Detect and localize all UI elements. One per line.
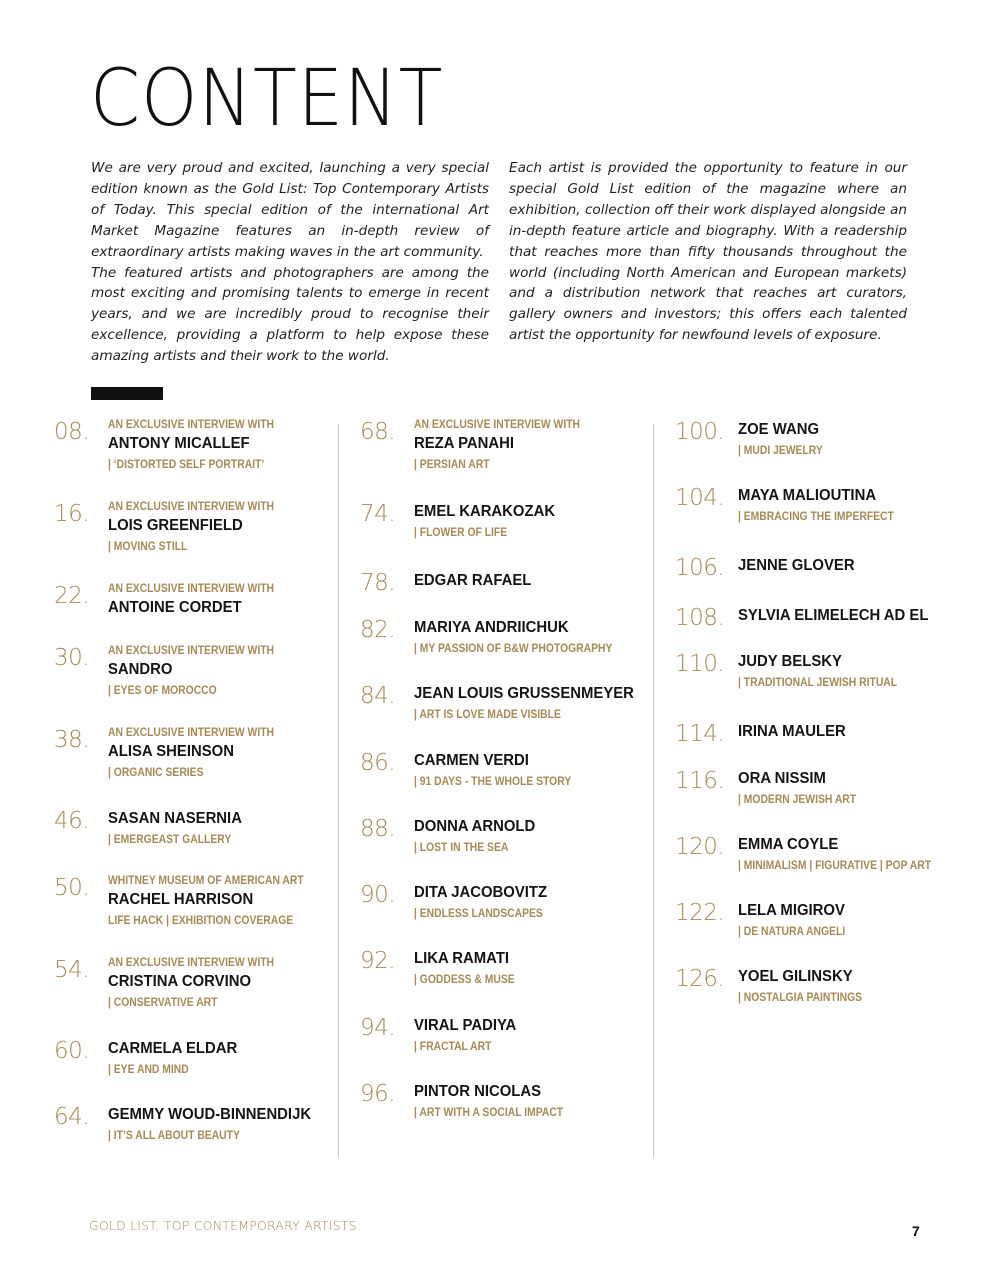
toc-kicker-label: AN EXCLUSIVE INTERVIEW WITH — [108, 583, 275, 595]
toc-page-number: 122. — [675, 900, 725, 926]
toc-subtitle: | LOST IN THE SEA — [414, 842, 509, 854]
toc-kicker-label: AN EXCLUSIVE INTERVIEW WITH — [108, 727, 275, 739]
toc-page-number: 60. — [54, 1038, 90, 1064]
toc-page-number: 78. — [360, 570, 396, 596]
toc-artist-name: LIKA RAMATI — [414, 950, 510, 967]
toc-page-number: 84. — [360, 683, 396, 709]
toc-artist-name: EDGAR RAFAEL — [414, 572, 532, 589]
footer-publication-title: GOLD LIST. TOP CONTEMPORARY ARTISTS — [89, 1218, 357, 1233]
column-divider — [338, 424, 339, 1158]
toc-page-number: 68. — [360, 419, 396, 445]
toc-artist-name: ANTOINE CORDET — [108, 599, 242, 616]
toc-artist-name: JENNE GLOVER — [738, 557, 855, 574]
toc-page-number: 94. — [360, 1015, 396, 1041]
toc-artist-name: ORA NISSIM — [738, 770, 826, 787]
toc-page-number: 86. — [360, 750, 396, 776]
toc-subtitle: | MINIMALISM | FIGURATIVE | POP ART — [738, 860, 932, 872]
toc-artist-name: SANDRO — [108, 661, 173, 678]
toc-artist-name: REZA PANAHI — [414, 435, 515, 452]
toc-subtitle: | TRADITIONAL JEWISH RITUAL — [738, 677, 898, 689]
toc-subtitle: | IT’S ALL ABOUT BEAUTY — [108, 1130, 240, 1142]
toc-page-number: 38. — [54, 727, 90, 753]
toc-artist-name: DITA JACOBOVITZ — [414, 884, 548, 901]
toc-page-number: 108. — [675, 605, 725, 631]
toc-page-number: 96. — [360, 1081, 396, 1107]
toc-artist-name: RACHEL HARRISON — [108, 891, 254, 908]
toc-page-number: 22. — [54, 583, 90, 609]
intro-left-column — [91, 158, 489, 367]
toc-subtitle: | CONSERVATIVE ART — [108, 997, 218, 1009]
toc-artist-name: ZOE WANG — [738, 421, 820, 438]
toc-artist-name: JUDY BELSKY — [738, 653, 842, 670]
toc-page-number: 106. — [675, 555, 725, 581]
intro-right-column — [509, 158, 907, 346]
toc-kicker-label: AN EXCLUSIVE INTERVIEW WITH — [108, 957, 275, 969]
toc-subtitle: | ART IS LOVE MADE VISIBLE — [414, 709, 561, 721]
toc-page-number: 74. — [360, 501, 396, 527]
toc-artist-name: DONNA ARNOLD — [414, 818, 536, 835]
toc-subtitle: | MOVING STILL — [108, 541, 188, 553]
toc-subtitle: | ART WITH A SOCIAL IMPACT — [414, 1107, 564, 1119]
toc-subtitle: | ORGANIC SERIES — [108, 767, 204, 779]
toc-page-number: 114. — [675, 721, 725, 747]
toc-page-number: 90. — [360, 882, 396, 908]
toc-page-number: 16. — [54, 501, 90, 527]
toc-subtitle: | FRACTAL ART — [414, 1041, 492, 1053]
toc-artist-name: LOIS GREENFIELD — [108, 517, 243, 534]
toc-page-number: 104. — [675, 485, 725, 511]
toc-kicker-label: WHITNEY MUSEUM OF AMERICAN ART — [108, 875, 304, 887]
toc-artist-name: PINTOR NICOLAS — [414, 1083, 542, 1100]
toc-page-number: 100. — [675, 419, 725, 445]
toc-subtitle: | MUDI JEWELRY — [738, 445, 823, 457]
toc-artist-name: CRISTINA CORVINO — [108, 973, 252, 990]
toc-subtitle: | NOSTALGIA PAINTINGS — [738, 992, 863, 1004]
intro-paragraph: Each artist is provided the opportunity to feature in our special Gold List edition of the magazine where an exhibition, collection off their work displayed alongside an in-depth feature article and biography. With a readership that reaches more than fifty thousands throughout the world (including North American and European markets) and a distribution network that reaches art curators, gallery owners and investors; this offers each talented artist the opportunity for newfound levels of exposure. — [509, 160, 907, 344]
intro-paragraph: We are very proud and excited, launching a very special edition known as the Gold List: Top Contemporary Artists of Today. This special edition of the international Art Market Magazine features an in-depth review of extraordinary artists making waves in the art community. — [91, 160, 489, 260]
toc-page-number: 126. — [675, 966, 725, 992]
toc-artist-name: EMMA COYLE — [738, 836, 839, 853]
toc-artist-name: IRINA MAULER — [738, 723, 846, 740]
toc-subtitle: | EYE AND MIND — [108, 1064, 189, 1076]
toc-page-number: 116. — [675, 768, 725, 794]
toc-artist-name: MAYA MALIOUTINA — [738, 487, 877, 504]
toc-subtitle: LIFE HACK | EXHIBITION COVERAGE — [108, 915, 294, 927]
toc-page-number: 50. — [54, 875, 90, 901]
toc-page-number: 54. — [54, 957, 90, 983]
toc-subtitle: | MODERN JEWISH ART — [738, 794, 857, 806]
toc-kicker-label: AN EXCLUSIVE INTERVIEW WITH — [108, 501, 275, 513]
page-number: 7 — [912, 1223, 920, 1239]
toc-subtitle: | ‘DISTORTED SELF PORTRAIT’ — [108, 459, 265, 471]
toc-artist-name: SYLVIA ELIMELECH AD EL — [738, 607, 929, 624]
toc-artist-name: CARMEN VERDI — [414, 752, 529, 769]
toc-artist-name: JEAN LOUIS GRUSSENMEYER — [414, 685, 634, 702]
toc-artist-name: ANTONY MICALLEF — [108, 435, 250, 452]
section-marker-bar — [91, 387, 163, 400]
toc-artist-name: EMEL KARAKOZAK — [414, 503, 556, 520]
toc-subtitle: | GODDESS & MUSE — [414, 974, 515, 986]
toc-artist-name: GEMMY WOUD-BINNENDIJK — [108, 1106, 312, 1123]
toc-page-number: 88. — [360, 816, 396, 842]
column-divider — [653, 424, 654, 1158]
toc-subtitle: | EMBRACING THE IMPERFECT — [738, 511, 894, 523]
toc-subtitle: | EYES OF MOROCCO — [108, 685, 217, 697]
toc-subtitle: | EMERGEAST GALLERY — [108, 834, 232, 846]
toc-page-number: 92. — [360, 948, 396, 974]
toc-page-number: 64. — [54, 1104, 90, 1130]
toc-page-number: 110. — [675, 651, 725, 677]
toc-artist-name: YOEL GILINSKY — [738, 968, 853, 985]
toc-kicker-label: AN EXCLUSIVE INTERVIEW WITH — [414, 419, 581, 431]
toc-subtitle: | FLOWER OF LIFE — [414, 527, 508, 539]
toc-subtitle: | 91 DAYS - THE WHOLE STORY — [414, 776, 572, 788]
toc-artist-name: VIRAL PADIYA — [414, 1017, 517, 1034]
page-title: CONTENT — [90, 54, 444, 144]
toc-artist-name: SASAN NASERNIA — [108, 810, 242, 827]
toc-artist-name: MARIYA ANDRIICHUK — [414, 619, 569, 636]
toc-subtitle: | ENDLESS LANDSCAPES — [414, 908, 543, 920]
toc-artist-name: LELA MIGIROV — [738, 902, 845, 919]
toc-artist-name: ALISA SHEINSON — [108, 743, 234, 760]
toc-page-number: 82. — [360, 617, 396, 643]
toc-page-number: 46. — [54, 808, 90, 834]
toc-subtitle: | DE NATURA ANGELI — [738, 926, 846, 938]
intro-paragraph: The featured artists and photographers are among the most exciting and promising talents to emerge in recent years, and we are incredibly proud to recognise their excellence, providing a platform to help expose these amazing artists and their work to the world. — [91, 264, 489, 365]
toc-kicker-label: AN EXCLUSIVE INTERVIEW WITH — [108, 645, 275, 657]
toc-artist-name: CARMELA ELDAR — [108, 1040, 238, 1057]
toc-page-number: 08. — [54, 419, 90, 445]
toc-subtitle: | PERSIAN ART — [414, 459, 490, 471]
toc-page-number: 120. — [675, 834, 725, 860]
toc-kicker-label: AN EXCLUSIVE INTERVIEW WITH — [108, 419, 275, 431]
toc-subtitle: | MY PASSION OF B&W PHOTOGRAPHY — [414, 643, 613, 655]
toc-page-number: 30. — [54, 645, 90, 671]
